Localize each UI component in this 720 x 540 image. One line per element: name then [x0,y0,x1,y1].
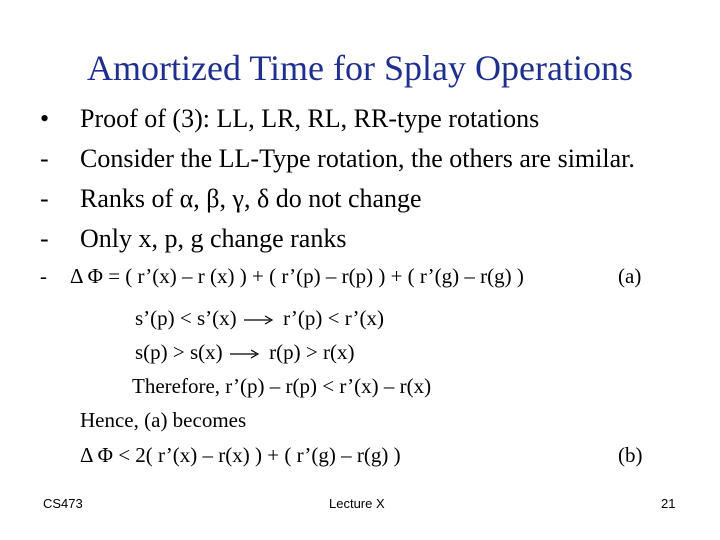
bullet-item [40,103,539,135]
delta-phi-equation: Δ Φ = ( r’(x) – r (x) ) + ( r’(p) – r(p) ) + ( r’(g) – r(g) ) [70,264,524,288]
rank-inequality-prime: r’(p) < r’(x) [283,306,385,330]
bullet-marker: - [40,144,49,173]
bullet-item [40,223,346,255]
bullet-text: Only x, p, g change ranks [80,224,347,253]
footer-page-number: 21 [661,496,676,511]
size-inequality: s(p) > s(x) [135,340,223,364]
bullet-text: Ranks of α, β, γ, δ do not change [80,184,422,213]
rank-inequality: r(p) > r(x) [269,340,355,364]
bullet-marker: - [40,264,47,288]
size-inequality-prime: s’(p) < s’(x) [135,306,237,330]
bullet-marker: - [40,224,49,253]
derivation-line-3: Therefore, r’(p) – r(p) < r’(x) – r(x) [132,374,432,398]
implies-arrow-icon [242,313,278,327]
bullet-item [40,183,422,215]
bullet-item [40,143,635,175]
derivation-line-2 [135,338,354,366]
bullet-marker: - [40,184,49,213]
bullet-text: Proof of (3): LL, LR, RL, RR-type rotations [80,104,540,133]
derivation-line-5: Δ Φ < 2( r’(x) – r(x) ) + ( r’(g) – r(g) ) [80,443,401,467]
footer-course: CS473 [43,496,83,511]
equation-tag-b: (b) [618,443,643,467]
implies-arrow-icon [228,347,264,361]
bullet-text: Consider the LL-Type rotation, the others are similar. [80,144,635,173]
equation-tag-a: (a) [618,264,642,288]
bullet-marker: • [40,104,50,133]
derivation-line-4: Hence, (a) becomes [80,408,247,432]
derivation-line-1 [135,304,384,332]
slide-title: Amortized Time for Splay Operations [87,48,633,88]
footer-lecture: Lecture X [329,496,385,511]
delta-phi-line [40,262,524,290]
